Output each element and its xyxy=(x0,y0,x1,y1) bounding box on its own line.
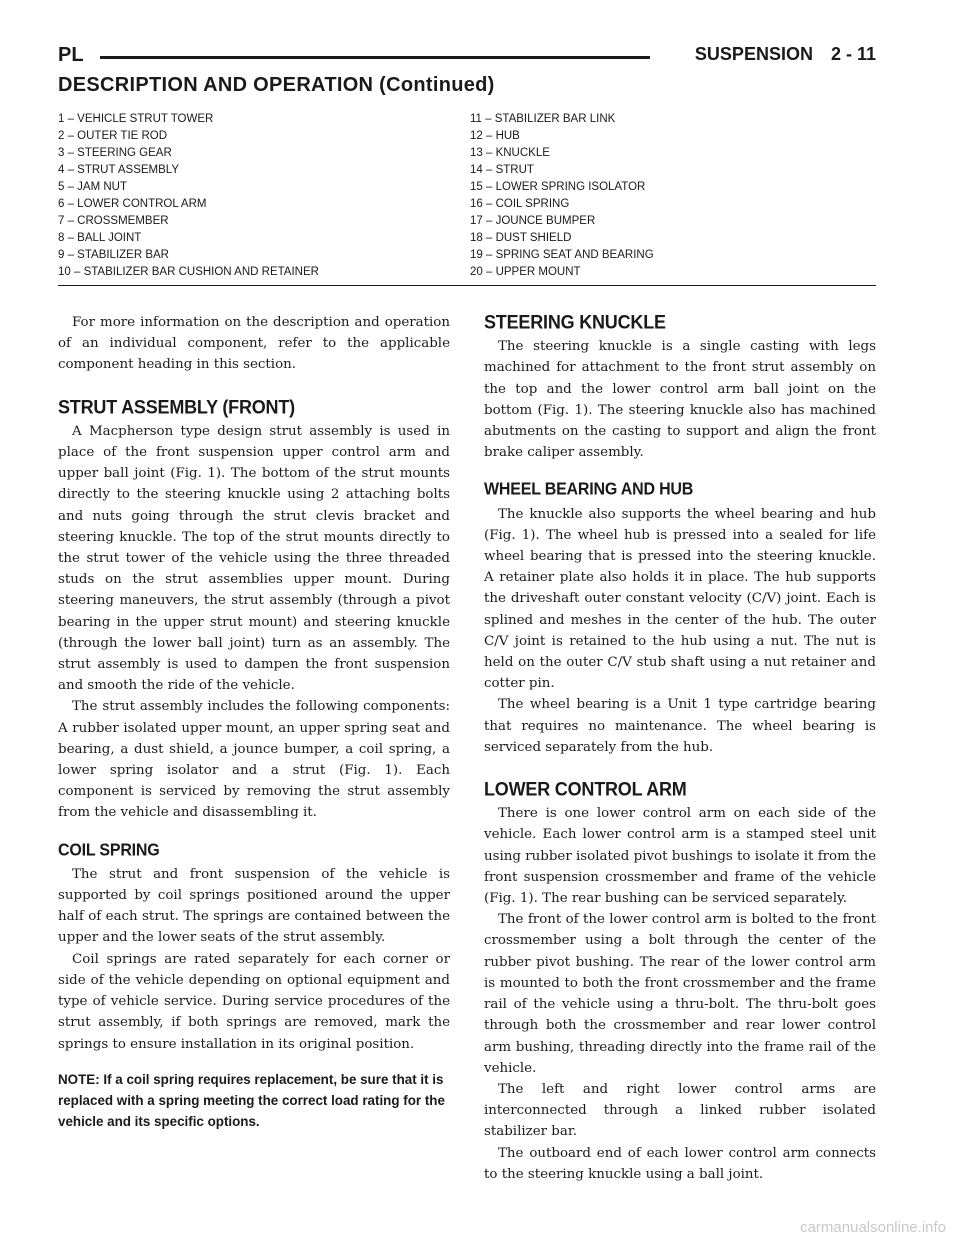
paragraph: There is one lower control arm on each side of the vehicle. Each lower control arm is a stamped steel unit using rubber isolated pivot bushings to isolate it from the front suspension crossmember and frame of the vehicle (Fig. 1). The rear bushing can be serviced separately. xyxy=(484,806,876,907)
legend-item: 10 – STABILIZER BAR CUSHION AND RETAINER xyxy=(58,266,319,278)
legend-item: 19 – SPRING SEAT AND BEARING xyxy=(470,249,654,261)
legend-item: 6 – LOWER CONTROL ARM xyxy=(58,198,207,210)
page-header xyxy=(58,38,876,74)
figure-legend xyxy=(58,111,876,281)
paragraph: Coil springs are rated separately for each corner or side of the vehicle depending on optional equipment and type of vehicle service. During service procedures of the strut assembly, if both springs are removed, mark the springs to ensure installation in its original position. xyxy=(58,951,450,1052)
legend-item: 16 – COIL SPRING xyxy=(470,198,570,210)
manual-page xyxy=(58,38,876,1185)
model-code: PL xyxy=(58,44,84,66)
legend-right-column xyxy=(470,111,876,281)
paragraph: The knuckle also supports the wheel bearing and hub (Fig. 1). The wheel hub is pressed into a sealed for life wheel bearing that is pressed into the steering knuckle. A retainer plate also holds it in place. The hub supports the driveshaft outer constant velocity (C/V) joint. Each is splined and meshes in the center of the hub. The outer C/V joint is retained to the hub using a nut. The nut is held on the outer C/V stub shaft using a nut retainer and cotter pin. xyxy=(484,506,876,692)
legend-item: 7 – CROSSMEMBER xyxy=(58,215,169,227)
legend-item: 17 – JOUNCE BUMPER xyxy=(470,215,596,227)
legend-item: 2 – OUTER TIE ROD xyxy=(58,130,168,142)
header-rule xyxy=(100,56,650,59)
legend-item: 15 – LOWER SPRING ISOLATOR xyxy=(470,181,646,193)
note: NOTE: If a coil spring requires replacement, be sure that it is replaced with a spring meeting the correct load rating for the vehicle and its specific options. xyxy=(58,1071,445,1129)
legend-item: 4 – STRUT ASSEMBLY xyxy=(58,164,180,176)
heading-wheel-bearing-hub: WHEEL BEARING AND HUB xyxy=(484,480,694,500)
legend-item: 12 – HUB xyxy=(470,130,520,142)
paragraph: The front of the lower control arm is bolted to the front crossmember using a bolt through the center of the rubber pivot bushing. The rear of the lower control arm is mounted to both the front crossmember and the frame rail of the vehicle using a thru-bolt. The thru-bolt goes through both the crossmember and rear lower control arm bushing, threading directly into the frame rail of the vehicle. xyxy=(484,912,876,1076)
legend-item: 3 – STEERING GEAR xyxy=(58,147,172,159)
heading-lower-control-arm: LOWER CONTROL ARM xyxy=(484,778,687,800)
legend-item: 8 – BALL JOINT xyxy=(58,232,142,244)
left-column xyxy=(58,312,450,1185)
paragraph: The left and right lower control arms are interconnected through a linked rubber isolated stabilizer bar. xyxy=(484,1081,876,1140)
intro-paragraph: For more information on the description and operation of an individual component, refer to the applicable component heading in this section. xyxy=(58,315,450,373)
legend-divider xyxy=(58,285,876,286)
section-title: DESCRIPTION AND OPERATION (Continued) xyxy=(58,74,495,96)
legend-item: 13 – KNUCKLE xyxy=(470,147,550,159)
watermark: carmanualsonline.info xyxy=(800,1219,946,1236)
right-column xyxy=(484,312,876,1185)
paragraph: The strut and front suspension of the vehicle is supported by coil springs positioned around the upper half of each strut. The springs are contained between the upper and the lower seats of the strut assembly. xyxy=(58,866,450,946)
body-columns xyxy=(58,312,876,1185)
paragraph: The strut assembly includes the following components: A rubber isolated upper mount, an upper spring seat and bearing, a dust shield, a jounce bumper, a coil spring, a lower spring isolator and a strut (Fig. 1). Each component is serviced by removing the strut assembly from the vehicle and disassembling it. xyxy=(58,699,450,821)
legend-item: 5 – JAM NUT xyxy=(58,181,128,193)
paragraph: The wheel bearing is a Unit 1 type cartridge bearing that requires no maintenance. The wheel bearing is serviced separately from the hub. xyxy=(484,697,876,755)
paragraph: The steering knuckle is a single casting with legs machined for attachment to the front strut assembly on the top and the lower control arm ball joint on the bottom (Fig. 1). The steering knuckle also has machined abutments on the casting to support and align the front brake caliper assembly. xyxy=(484,339,876,461)
legend-item: 11 – STABILIZER BAR LINK xyxy=(470,113,616,125)
section-name: SUSPENSION xyxy=(694,44,813,64)
paragraph: A Macpherson type design strut assembly is used in place of the front suspension upper control arm and upper ball joint (Fig. 1). The bottom of the strut mounts directly to the steering knuckle using 2 attaching bolts and nuts going through the strut clevis bracket and steering knuckle. The top of the strut mounts directly to the strut tower of the vehicle using the three threaded studs on the strut assemblies upper mount. During steering maneuvers, the strut assembly (through a pivot bearing in the upper strut mount) and steering knuckle (through the lower ball joint) turn as an assembly. The strut assembly is used to dampen the front suspension and smooth the ride of the vehicle. xyxy=(58,423,450,694)
heading-strut-assembly: STRUT ASSEMBLY (FRONT) xyxy=(58,395,295,418)
heading-coil-spring: COIL SPRING xyxy=(58,840,160,860)
legend-item: 1 – VEHICLE STRUT TOWER xyxy=(58,113,214,125)
legend-item: 14 – STRUT xyxy=(470,164,534,176)
legend-item: 20 – UPPER MOUNT xyxy=(470,266,581,278)
heading-steering-knuckle: STEERING KNUCKLE xyxy=(484,311,666,333)
legend-left-column xyxy=(58,111,470,281)
legend-item: 9 – STABILIZER BAR xyxy=(58,249,169,261)
paragraph: The outboard end of each lower control arm connects to the steering knuckle using a ball joint. xyxy=(484,1145,876,1182)
page-number: 2 - 11 xyxy=(830,44,876,64)
legend-item: 18 – DUST SHIELD xyxy=(470,232,572,244)
header-right xyxy=(695,44,876,65)
